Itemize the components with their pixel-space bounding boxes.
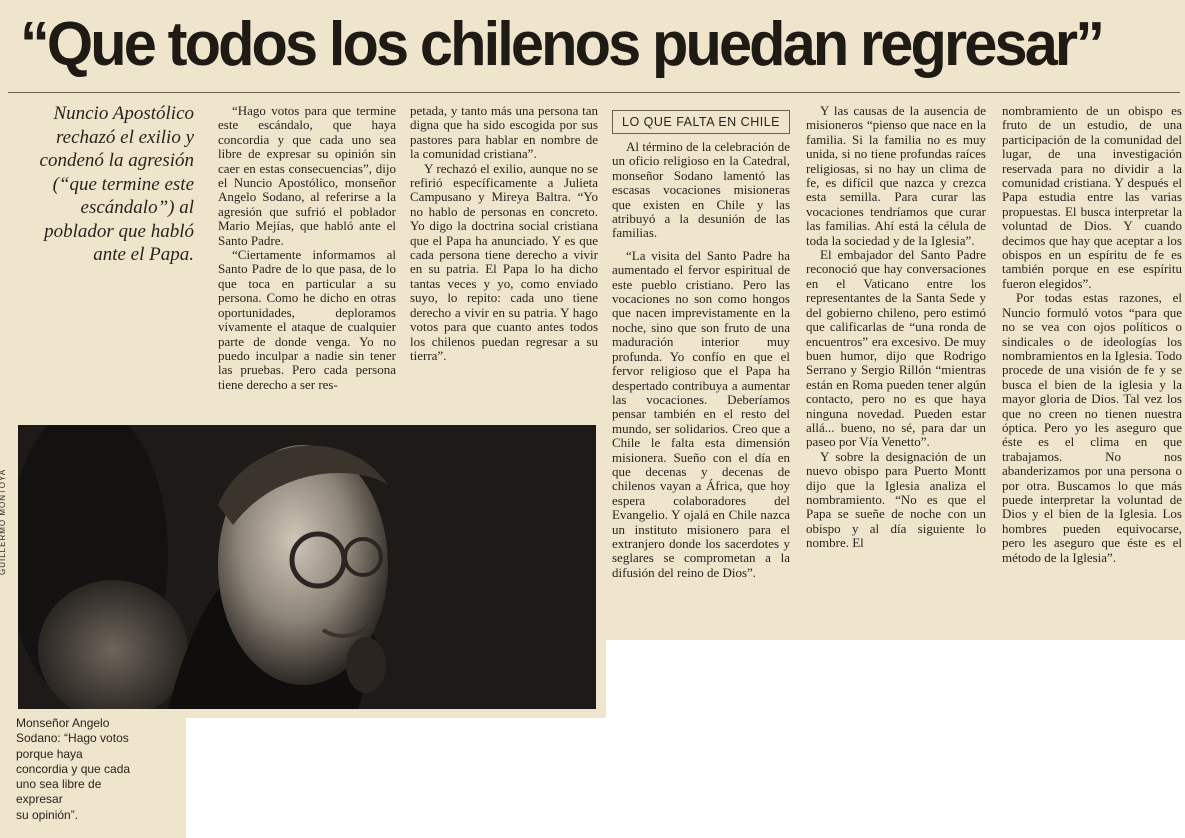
photo-monsenor-sodano [18, 425, 596, 709]
headline: “Que todos los chilenos puedan regresar” [20, 10, 1103, 79]
portrait-illustration [18, 425, 596, 709]
article-column-1 [218, 104, 396, 392]
caption-line: Monseñor Angelo [16, 716, 110, 730]
caption-line: su opinión”. [16, 807, 79, 822]
photo-credit [0, 535, 7, 575]
caption-line: concordia y que cada [16, 761, 131, 776]
caption-line: Sodano: “Hago votos [16, 731, 129, 746]
caption-line: uno sea libre de [16, 777, 102, 792]
article-column-2 [410, 104, 598, 363]
article-column-3 [612, 140, 790, 580]
paragraph: “Hago votos para que termine este escándalo, que haya concordia y que cada uno sea libre de expresar su opinión sin caer en estas consecuencias”, dijo el Nuncio Apostólico, monseñor Angelo Sodano, al referirse a la agresión que sufrió el poblador Mario Mejías, que habló ante el Santo Padre. [218, 103, 396, 248]
paragraph: Y sobre la designación de un nuevo obispo para Puerto Montt dijo que la Iglesia analiza el nombramiento. “No es que el Papa se sueñe de noche con un obispo y al día siguiente lo nombre. El [806, 448, 986, 551]
caption-line: expresar [16, 792, 63, 807]
headline-rule [8, 92, 1180, 93]
paragraph: nombramiento de un obispo es fruto de un estudio, de una participación de la comunidad del lugar, de una investigación reservada para no dividir a la comunidad cristiana. Y después el Papa estudia entre las varias propuestas. El busca interpretar la voluntad de Dios. Y cuando decimos que hay que aceptar a los obispos en un espíritu de fe es también porque en ese espíritu fueron elegidos”. [1002, 103, 1182, 291]
paragraph: El embajador del Santo Padre reconoció que hay conversaciones en el Vaticano entre los representantes de la Santa Sede y del gobierno chileno, pero estimó que calificarlas de “una ronda de encuentros” era excesivo. De muy buen humor, dijo que Rodrigo Serrano y Sergio Rillón “mientras están en Roma pueden tener algún contacto, pero no es que haya ninguna novedad. Pueden estar allá... bueno, no sé, para dar un paseo por Vía Venetto”. [806, 247, 986, 450]
caption-line: porque haya [16, 746, 83, 761]
paragraph: Por todas estas razones, el Nuncio formuló votos “para que no se vea con ojos políticos o sindicales o de ideologías los nombramientos en la Iglesia. Todo procede de una visión de fe y se busca el bien de la iglesia y la mayor gloria de Dios. Tal vez los que no creen no tienen nuestra óptica. Pero yo les aseguro que éste es el clima en que trabajamos. No nos abanderizamos por una persona o por otra. Buscamos lo que más puede interpretar la voluntad de Dios y el bien de la Iglesia. Los hombres pueden equivocarse, pero les aseguro que éste es el método de la Iglesia”. [1002, 290, 1182, 565]
paragraph: Y las causas de la ausencia de misioneros “pienso que nace en la familia. Si la familia no es muy unida, si no tiene profundas raíces religiosas, si no hay un clima de fe, es difícil que nazca y crezca esta semilla. Para curar las vocaciones tendríamos que curar las familias. Ahí está la célula de toda la sociedad y de la Iglesia”. [806, 103, 986, 248]
deck-subtitle: Nuncio Apostólico rechazó el exilio y condenó la agresión (“que termine este escándalo”) al poblador que habló ante el Papa. [39, 103, 194, 265]
paragraph: “Ciertamente informamos al Santo Padre de lo que pasa, de lo que toca en particular a su persona. Como he dicho en otras oportunidades, deploramos vivamente el ataque de cualquier parte de donde venga. Yo no puedo inculpar a nadie sin tener las pruebas. Pero cada persona tiene derecho a ser res- [218, 247, 396, 392]
photo-caption [16, 716, 176, 823]
paragraph: Al término de la celebración de un oficio religioso en la Catedral, monseñor Sodano lamentó las escasas vocaciones misioneras que existen en Chile y las atribuyó a la desunión de las familias. [612, 139, 790, 241]
section-heading: LO QUE FALTA EN CHILE [612, 110, 790, 134]
paragraph: Y rechazó el exilio, aunque no se refirió específicamente a Julieta Campusano y Mireya Baltra. “Yo no hablo de personas en concreto. Yo digo la doctrina social cristiana que el Papa ha anunciado. Y es que cada persona tiene derecho a vivir en su patria. El Papa lo ha dicho tantas veces y yo, como enviado suyo, lo repito: cada uno tiene derecho a vivir en su patria. Y hago votos para que cuanto antes todos los chilenos puedan regresar a su tierra”. [410, 160, 598, 363]
paragraph: “La visita del Santo Padre ha aumentado el fervor espiritual de este pueblo cristiano. Pero las vocaciones no son como hongos que nacen imprevistamente en la noche, sino que son fruto de una maduración interior muy profunda. Yo confío en que el fervor religioso que el Papa ha despertado contribuya a aumentar las vocaciones. Deberíamos pensar también en el resto del mundo, ser solidarios. Creo que a Chile le falta esta dimensión misionera. Sueño con el día en que decenas y decenas de chilenos vayan a África, que hoy espera colaboradores del Evangelio. Y ojalá en Chile nazca un instituto misionero para el extranjero donde los sacerdotes y seglares se comprometan a la difusión del reino de Dios”. [612, 247, 790, 580]
article-column-4 [806, 104, 986, 551]
paragraph: petada, y tanto más una persona tan digna que ha sido escogida por sus pastores para hablar en nombre de la comunidad cristiana”. [410, 103, 598, 162]
article-column-5 [1002, 104, 1182, 565]
